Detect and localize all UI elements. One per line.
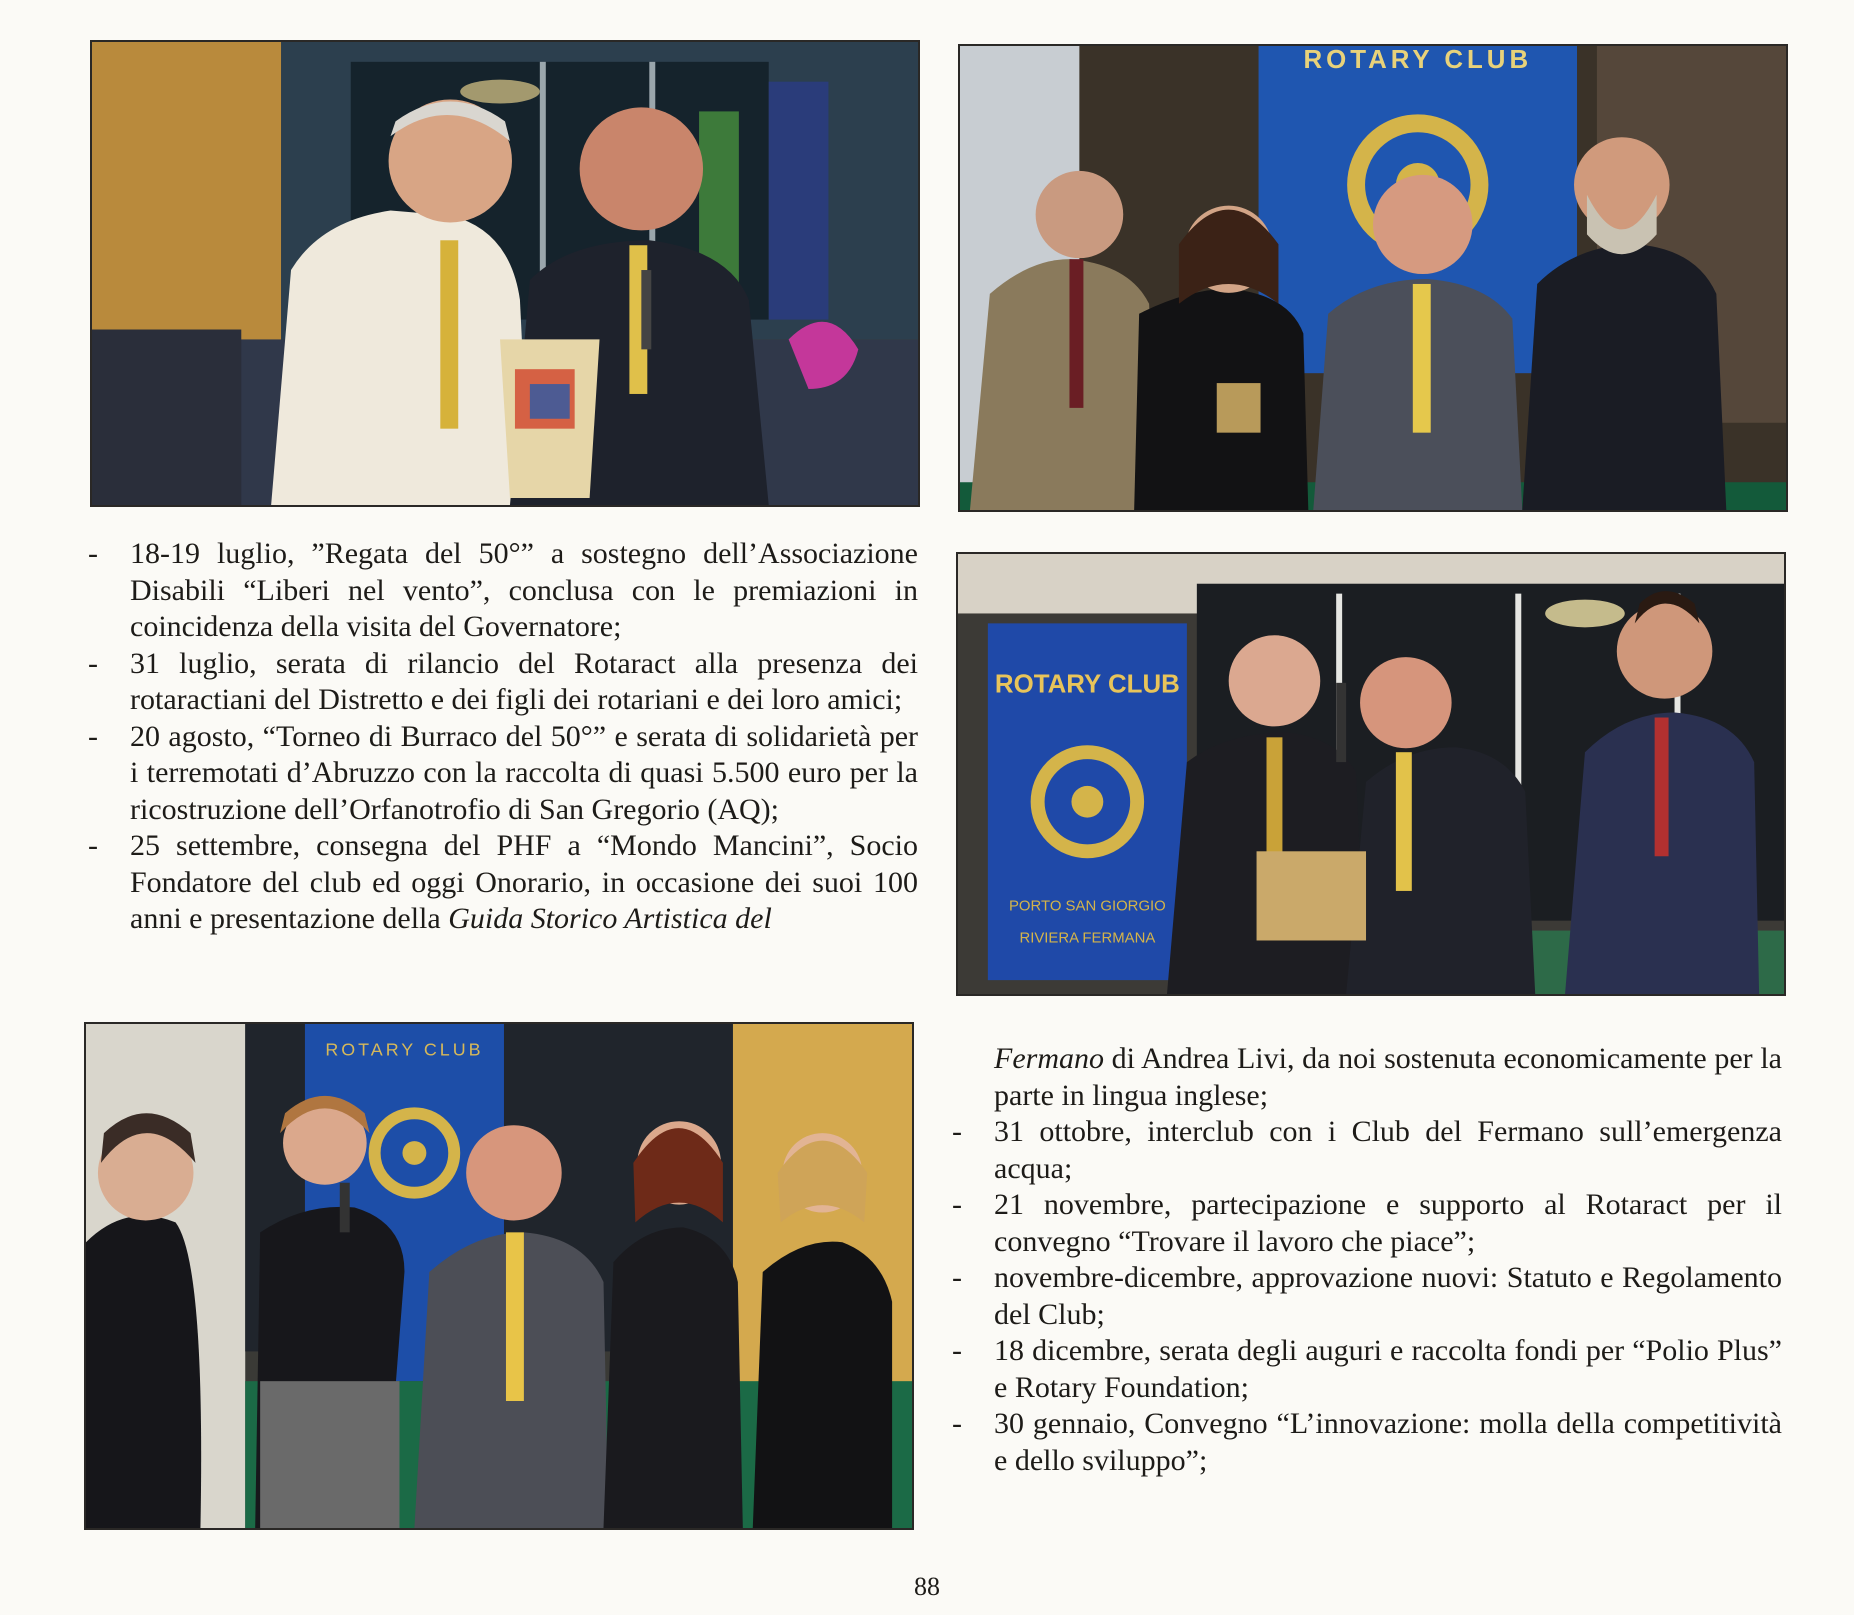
banner-text: ROTARY CLUB bbox=[994, 670, 1180, 699]
continued-text-body: di Andrea Livi, da noi sostenuta economicamente per la parte in lingua inglese; bbox=[994, 1042, 1782, 1112]
book-title-italic: Guida Storico Artistica del bbox=[448, 902, 772, 935]
list-item-text: 31 ottobre, interclub con i Club del Fermano sull’emergenza acqua; bbox=[994, 1115, 1782, 1185]
book-title-italic: Fermano bbox=[994, 1042, 1104, 1075]
list-dash: - bbox=[88, 719, 98, 753]
list-item bbox=[88, 646, 918, 719]
list-item-text: 21 novembre, partecipazione e supporto al Rotaract per il convegno “Trovare il lavoro che piace”; bbox=[994, 1188, 1782, 1258]
photo-group-rotary-banner bbox=[958, 44, 1788, 512]
list-dash: - bbox=[88, 537, 98, 570]
list-dash: - bbox=[88, 646, 98, 680]
banner-text: ROTARY CLUB bbox=[325, 1039, 484, 1060]
list-item-text: 25 settembre, consegna del PHF a “Mondo Mancini”, Socio Fondatore del club ed oggi Onorario, in occasione dei suoi 100 anni e presentazione della bbox=[130, 829, 918, 935]
list-item bbox=[952, 1187, 1782, 1260]
list-item bbox=[952, 1260, 1782, 1333]
page-number: 88 bbox=[914, 1572, 940, 1601]
activity-list-right bbox=[952, 1041, 1782, 1479]
list-dash: - bbox=[88, 829, 98, 862]
continued-text bbox=[952, 1041, 1782, 1114]
banner-subtext-2: RIVIERA FERMANA bbox=[1019, 930, 1156, 947]
list-item bbox=[88, 719, 918, 829]
list-item-text: 31 luglio, serata di rilancio del Rotaract alla presenza dei rotaractiani del Distretto e dei figli dei rotariani e dei loro amici; bbox=[130, 646, 918, 716]
list-dash: - bbox=[952, 1261, 962, 1294]
list-item bbox=[88, 828, 918, 938]
list-item bbox=[88, 536, 918, 646]
photo-women-speech bbox=[84, 1022, 914, 1530]
list-dash: - bbox=[952, 1188, 962, 1221]
list-dash: - bbox=[952, 1407, 962, 1440]
list-item-text: 30 gennaio, Convegno “L’innovazione: molla della competitività e dello sviluppo”; bbox=[994, 1407, 1782, 1477]
list-item bbox=[952, 1406, 1782, 1479]
list-item-text: novembre-dicembre, approvazione nuovi: Statuto e Regolamento del Club; bbox=[994, 1261, 1782, 1331]
activity-list-left bbox=[88, 536, 918, 938]
list-item-text: 18-19 luglio, ”Regata del 50°” a sostegno dell’Associazione Disabili “Liberi nel vento”, conclusa con le premiazioni in coincidenza della visita del Governatore; bbox=[130, 537, 918, 643]
list-item bbox=[952, 1114, 1782, 1187]
list-item bbox=[952, 1333, 1782, 1406]
list-dash: - bbox=[952, 1334, 962, 1367]
banner-text: ROTARY CLUB bbox=[1303, 46, 1533, 74]
banner-subtext-1: PORTO SAN GIORGIO bbox=[1008, 898, 1166, 915]
photo-pennant-exchange bbox=[90, 40, 920, 507]
list-item-text: 20 agosto, “Torneo di Burraco del 50°” e serata di solidarietà per i terremotati d’Abruzzo con la raccolta di quasi 5.500 euro per la ricostruzione dell’Orfanotrofio di San Gregorio (AQ); bbox=[130, 719, 918, 826]
photo-plaque-presentation bbox=[956, 552, 1786, 996]
list-item-text: 18 dicembre, serata degli auguri e raccolta fondi per “Polio Plus” e Rotary Foundation; bbox=[994, 1334, 1782, 1404]
list-dash: - bbox=[952, 1115, 962, 1148]
